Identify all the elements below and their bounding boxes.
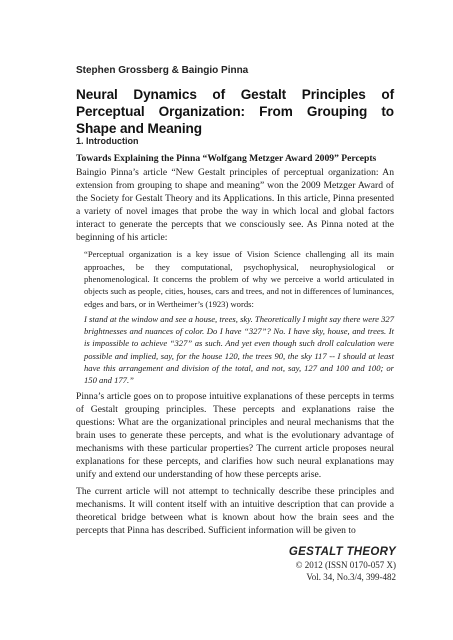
paragraph-3: The current article will not attempt to technically describe these principles and mechanisms. It will content itself with an intuitive description that can provide a theoretical bridge between what is known about how the brain sees and the percepts that Pinna has described. Sufficient information will be given to [76,485,394,537]
journal-name: GESTALT THEORY [288,546,396,558]
journal-footer [289,545,396,583]
volume-line: Vol. 34, No.3/4, 399-482 [306,572,396,582]
paragraph-2: Pinna’s article goes on to propose intuitive explanations of these percepts in terms of Gestalt grouping principles. These percepts and explanations raise the questions: What are the organizational principles and neural mechanisms that the brain uses to generate these percepts, and what is the evolutionary advantage of mechanisms with these particular properties? The current article proposes neural explanations for these percepts, and clarifies how such neural explanations may unify and extend our understanding of how these percepts arise. [76,390,394,480]
copyright-line: © 2012 (ISSN 0170-057 X) [295,560,396,570]
section-heading: 1. Introduction [76,136,139,146]
subheading: Towards Explaining the Pinna “Wolfgang Metzger Award 2009” Percepts [76,153,377,164]
author-line: Stephen Grossberg & Baingio Pinna [76,65,249,76]
quote-paragraph-2: I stand at the window and see a house, trees, sky. Theoretically I might say there were 327 brightnesses and nuances of color. Do I have “327”? No. I have sky, house, and trees. It is impossible to achieve “327” as such. And yet even though such droll calculation were possible and implied, say, for the house 120, the trees 90, the sky 117 -- I should at least have this arrangement and division of the total, and not, say, 127 and 100 and 100; or 150 and 177.” [84,313,394,386]
article-body [76,152,394,541]
block-quote [84,248,394,386]
quote-paragraph-1: “Perceptual organization is a key issue of Vision Science challenging all its main approaches, be they computational, psychophysical, neurophysiological or phenomenological. It concerns the problem of why we perceive a world articulated in objects such as people, cities, houses, cars and trees, and not in differences of luminances, edges and bars, or in Wertheimer’s (1923) words: [84,249,394,309]
paragraph-1: Baingio Pinna’s article “New Gestalt principles of perceptual organization: An extension from grouping to shape and meaning” won the 2009 Metzger Award of the Society for Gestalt Theory and its Applications. In this article, Pinna presented a variety of novel images that probe the way in which local and global factors interact to generate the percepts that we consciously see. As Pinna noted at the beginning of his article: [76,167,394,244]
article-title: Neural Dynamics of Gestalt Principles of Perceptual Organization: From Grouping to Shape and Meaning [76,87,394,136]
